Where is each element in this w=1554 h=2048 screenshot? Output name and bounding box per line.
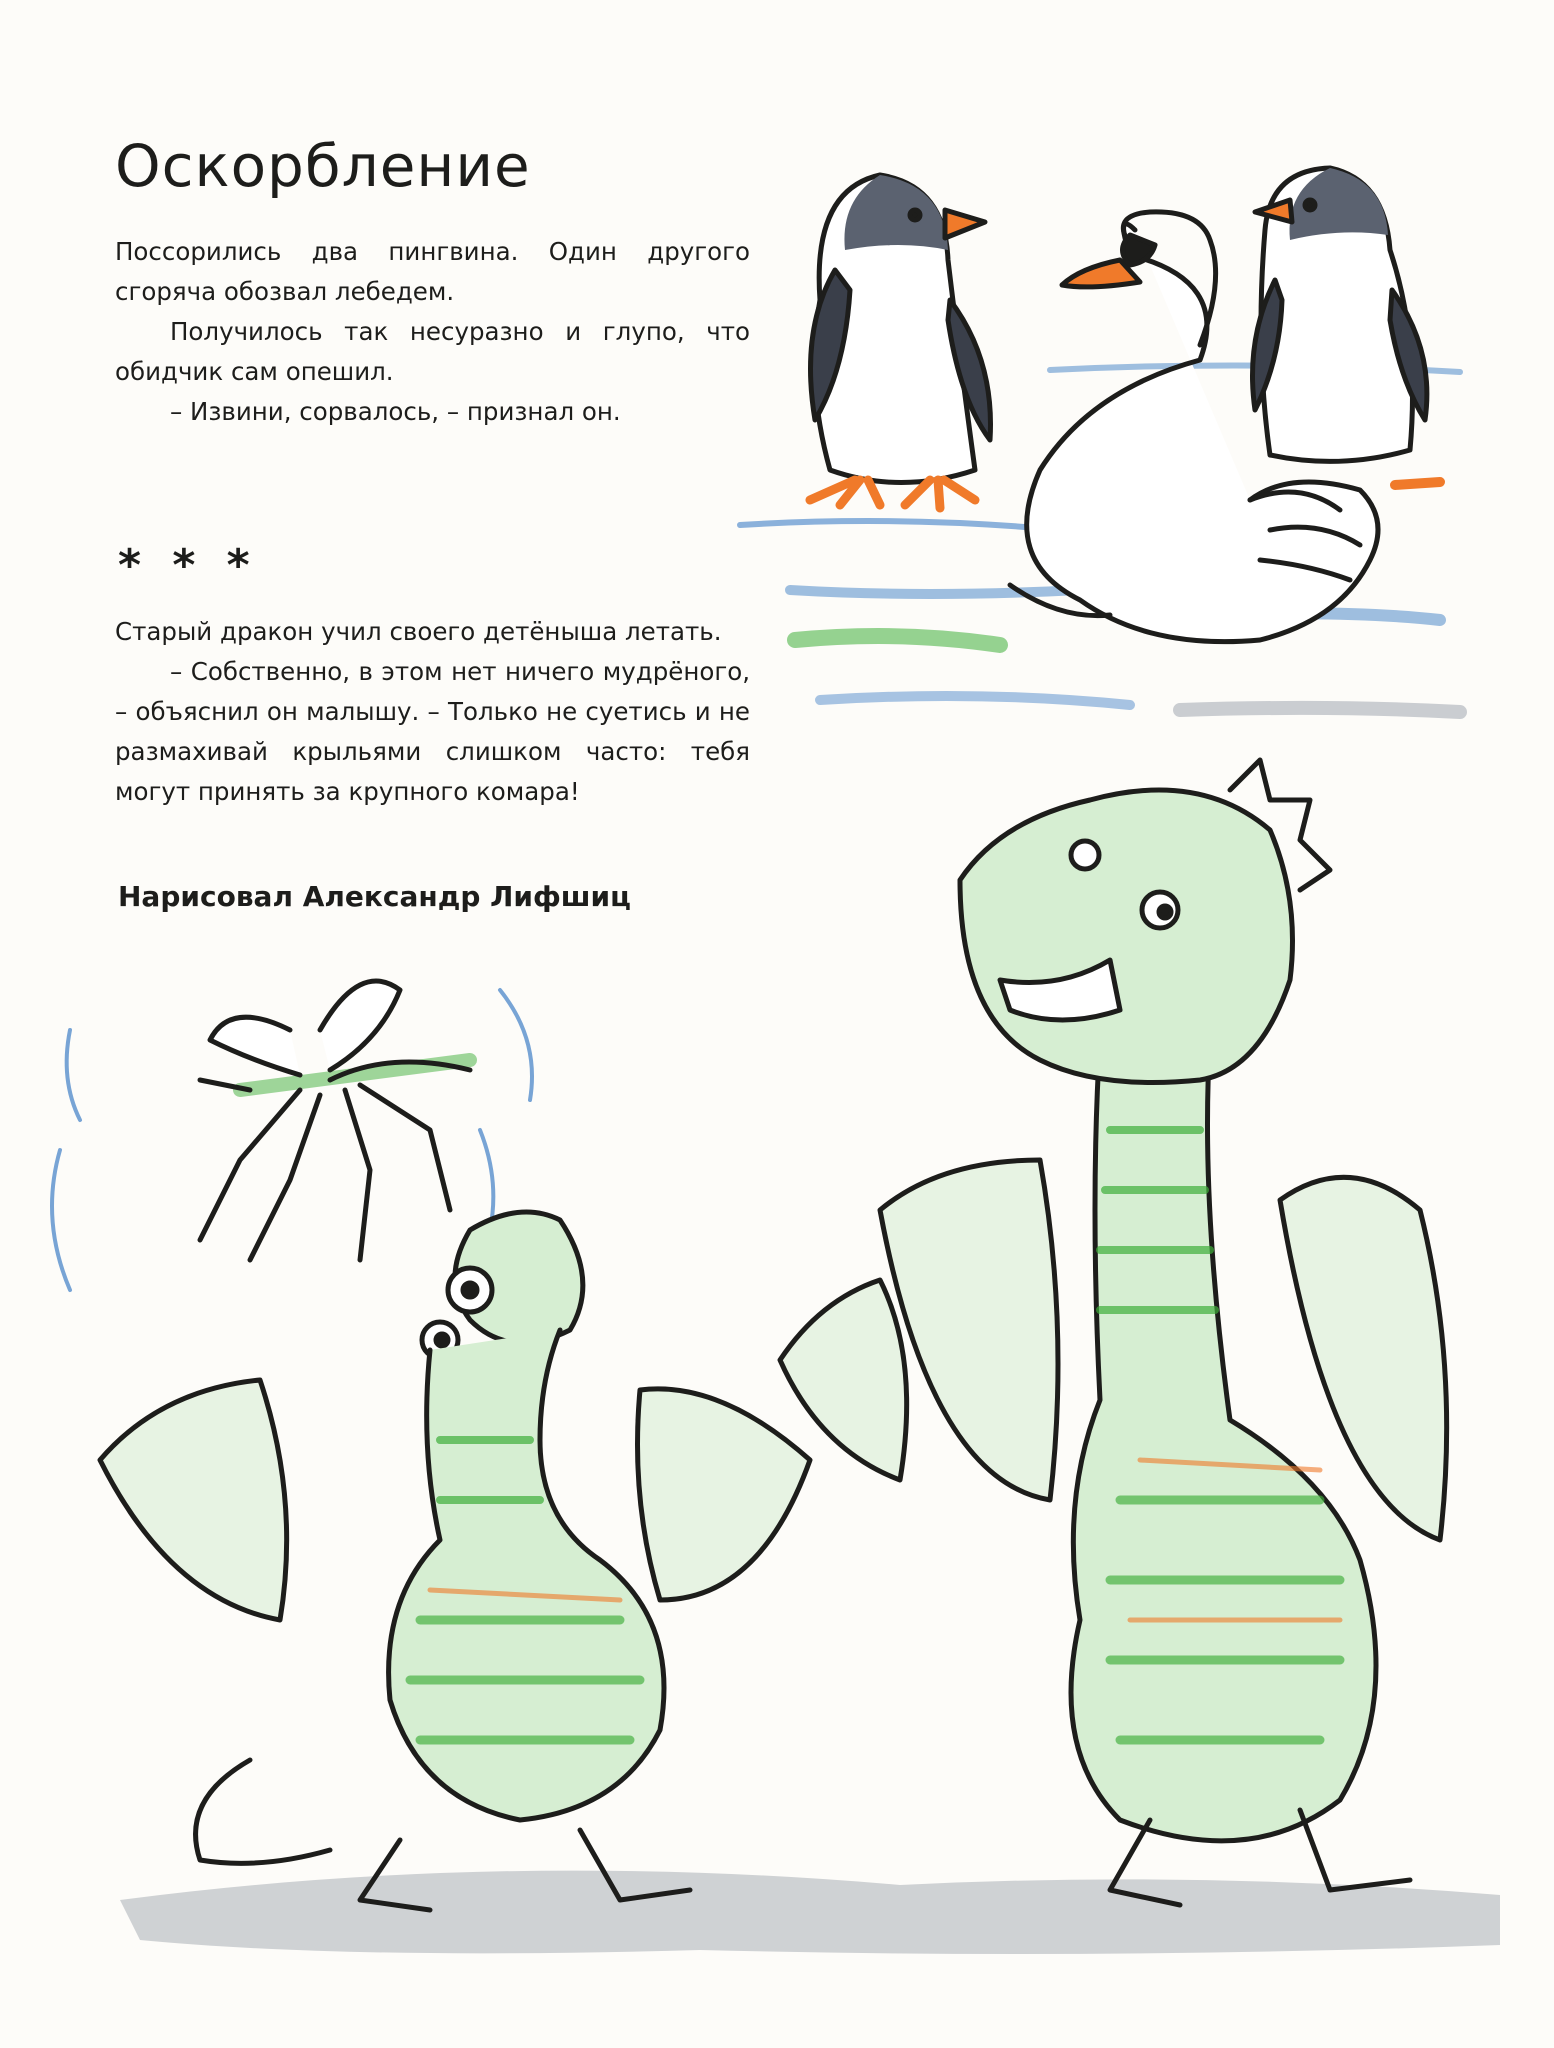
section-separator: * * * xyxy=(118,540,258,591)
story-insult-paragraph-1: Поссорились два пингвина. Один другого сгоряча обозвал лебедем. xyxy=(115,237,750,306)
story-dragon-paragraph-1: Старый дракон учил своего детёныша летать. xyxy=(115,617,722,646)
penguin-left xyxy=(810,175,991,508)
ground-shadow xyxy=(120,1871,1500,1954)
penguin-right xyxy=(1253,168,1441,485)
story-insult-paragraph-3: – Извини, сорвалось, – признал он. xyxy=(170,397,621,426)
mosquito xyxy=(52,981,532,1290)
story-insult-paragraph-2: Получилось так несуразно и глупо, что обидчик сам опешил. xyxy=(115,317,750,386)
story-dragon-paragraph-2: – Собственно, в этом нет ничего мудрёного, – объяснил он малышу. – Только не суетись и не размахивай крыльями слишком часто: тебя могут принять за крупного комара! xyxy=(115,657,750,806)
illustrator-credit: Нарисовал Александр Лифшиц xyxy=(118,880,631,913)
dragons-mosquito-illustration xyxy=(52,760,1500,1954)
dragon-parent xyxy=(780,760,1447,1905)
dragon-baby xyxy=(100,1212,810,1910)
penguins-swan-illustration xyxy=(740,168,1460,712)
page-title: Оскорбление xyxy=(115,132,531,200)
